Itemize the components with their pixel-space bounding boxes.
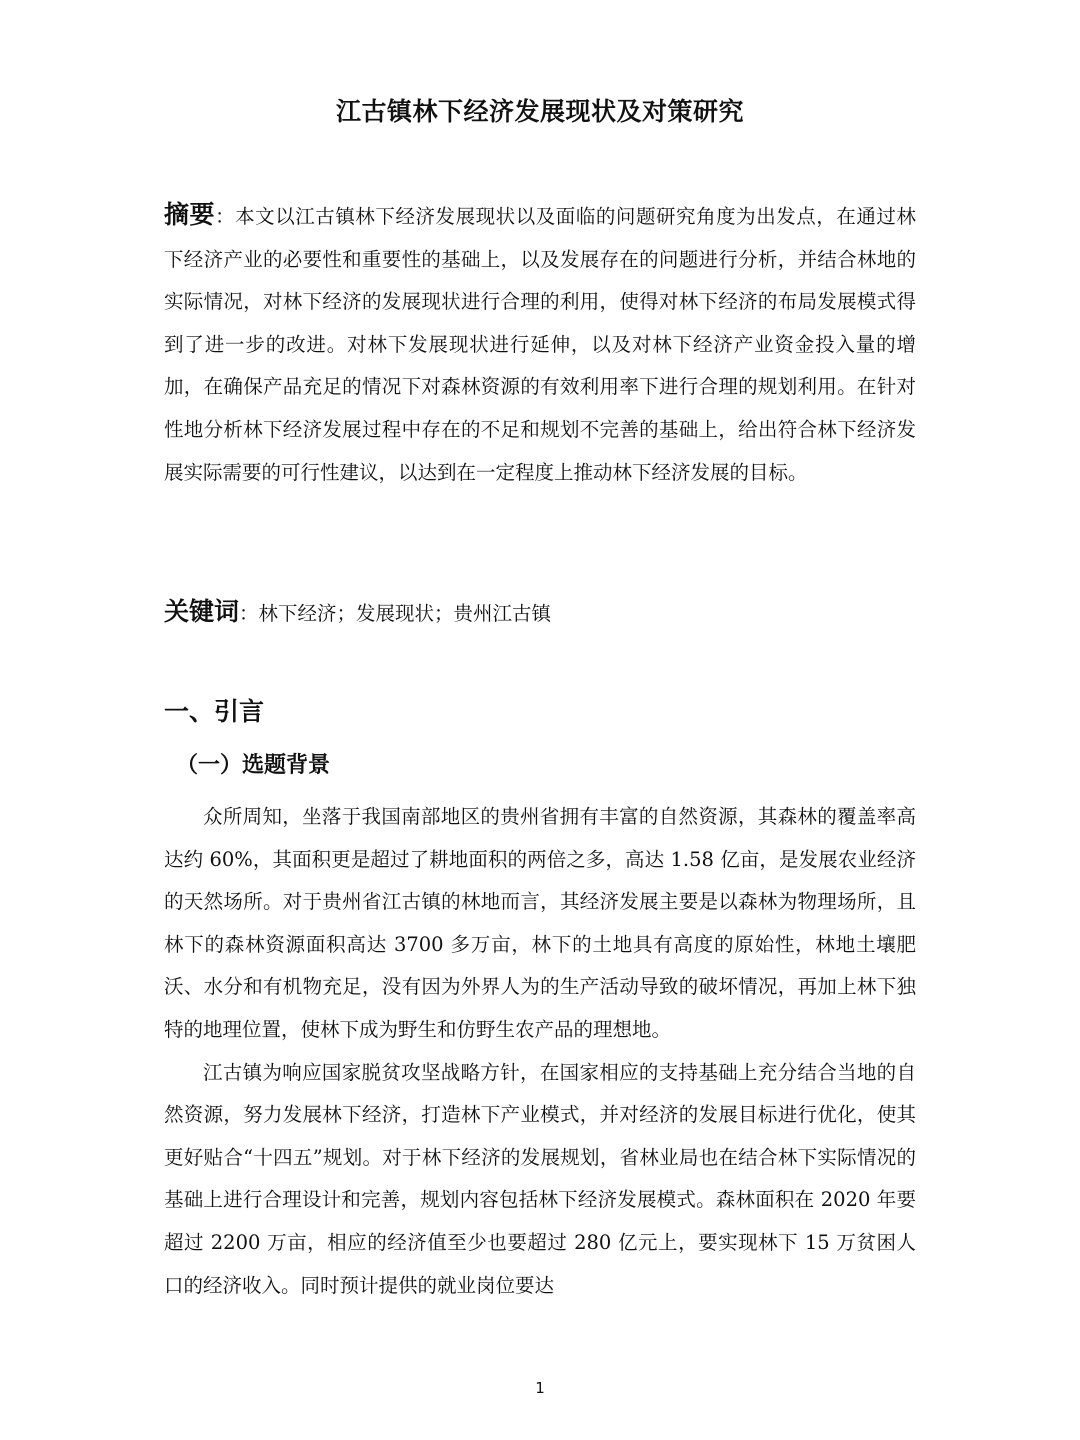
abstract-text: 本文以江古镇林下经济发展现状以及面临的问题研究角度为出发点，在通过林下经济产业的必要性和重要性的基础上，以及发展存在的问题进行分析，并结合林地的实际情况，对林下经济的发展现状进行合理的利用，使得对林下经济的布局发展模式得到了进一步的改进。对林下发展现状进行延伸，以及对林下经济产业资金投入量的增加，在确保产品充足的情况下对森林资源的有效利用率下进行合理的规划利用。在针对性地分析林下经济发展过程中存在的不足和规划不完善的基础上，给出符合林下经济发展实际需要的可行性建议，以达到在一定程度上推动林下经济发展的目标。 [164, 205, 916, 484]
page-number: 1 [535, 1379, 545, 1397]
keywords-text: 林下经济；发展现状；贵州江古镇 [258, 602, 552, 625]
keywords-separator: ： [239, 602, 259, 625]
body-text [164, 796, 916, 1307]
abstract-separator: ： [215, 205, 236, 228]
keywords-label: 关键词 [164, 597, 240, 626]
document-title: 江古镇林下经济发展现状及对策研究 [335, 97, 744, 126]
section-heading-introduction: 一、引言 [164, 697, 265, 726]
abstract-label: 摘要 [164, 200, 216, 229]
body-paragraph: 江古镇为响应国家脱贫攻坚战略方针，在国家相应的支持基础上充分结合当地的自然资源，努力发展林下经济，打造林下产业模式，并对经济的发展目标进行优化，使其更好贴合“十四五”规划。对于林下经济的发展规划，省林业局也在结合林下实际情况的基础上进行合理设计和完善，规划内容包括林下经济发展模式。森林面积在 2020 年要超过 2200 万亩，相应的经济值至少也要超过 280 亿元上，要实现林下 15 万贫困人口的经济收入。同时预计提供的就业岗位要达 [164, 1060, 916, 1297]
body-paragraph: 众所周知，坐落于我国南部地区的贵州省拥有丰富的自然资源，其森林的覆盖率高达约 60%，其面积更是超过了耕地面积的两倍之多，高达 1.58 亿亩，是发展农业经济的天然场所。对于贵州省江古镇的林地而言，其经济发展主要是以森林为物理场所，且林下的森林资源面积高达 3700 多万亩，林下的土地具有高度的原始性，林地土壤肥沃、水分和有机物充足，没有因为外界人为的生产活动导致的破坏情况，再加上林下独特的地理位置，使林下成为野生和仿野生农产品的理想地。 [164, 805, 916, 1041]
keywords-section [164, 591, 916, 636]
abstract-section [164, 194, 916, 494]
subsection-heading-background: （一）选题背景 [176, 753, 331, 778]
